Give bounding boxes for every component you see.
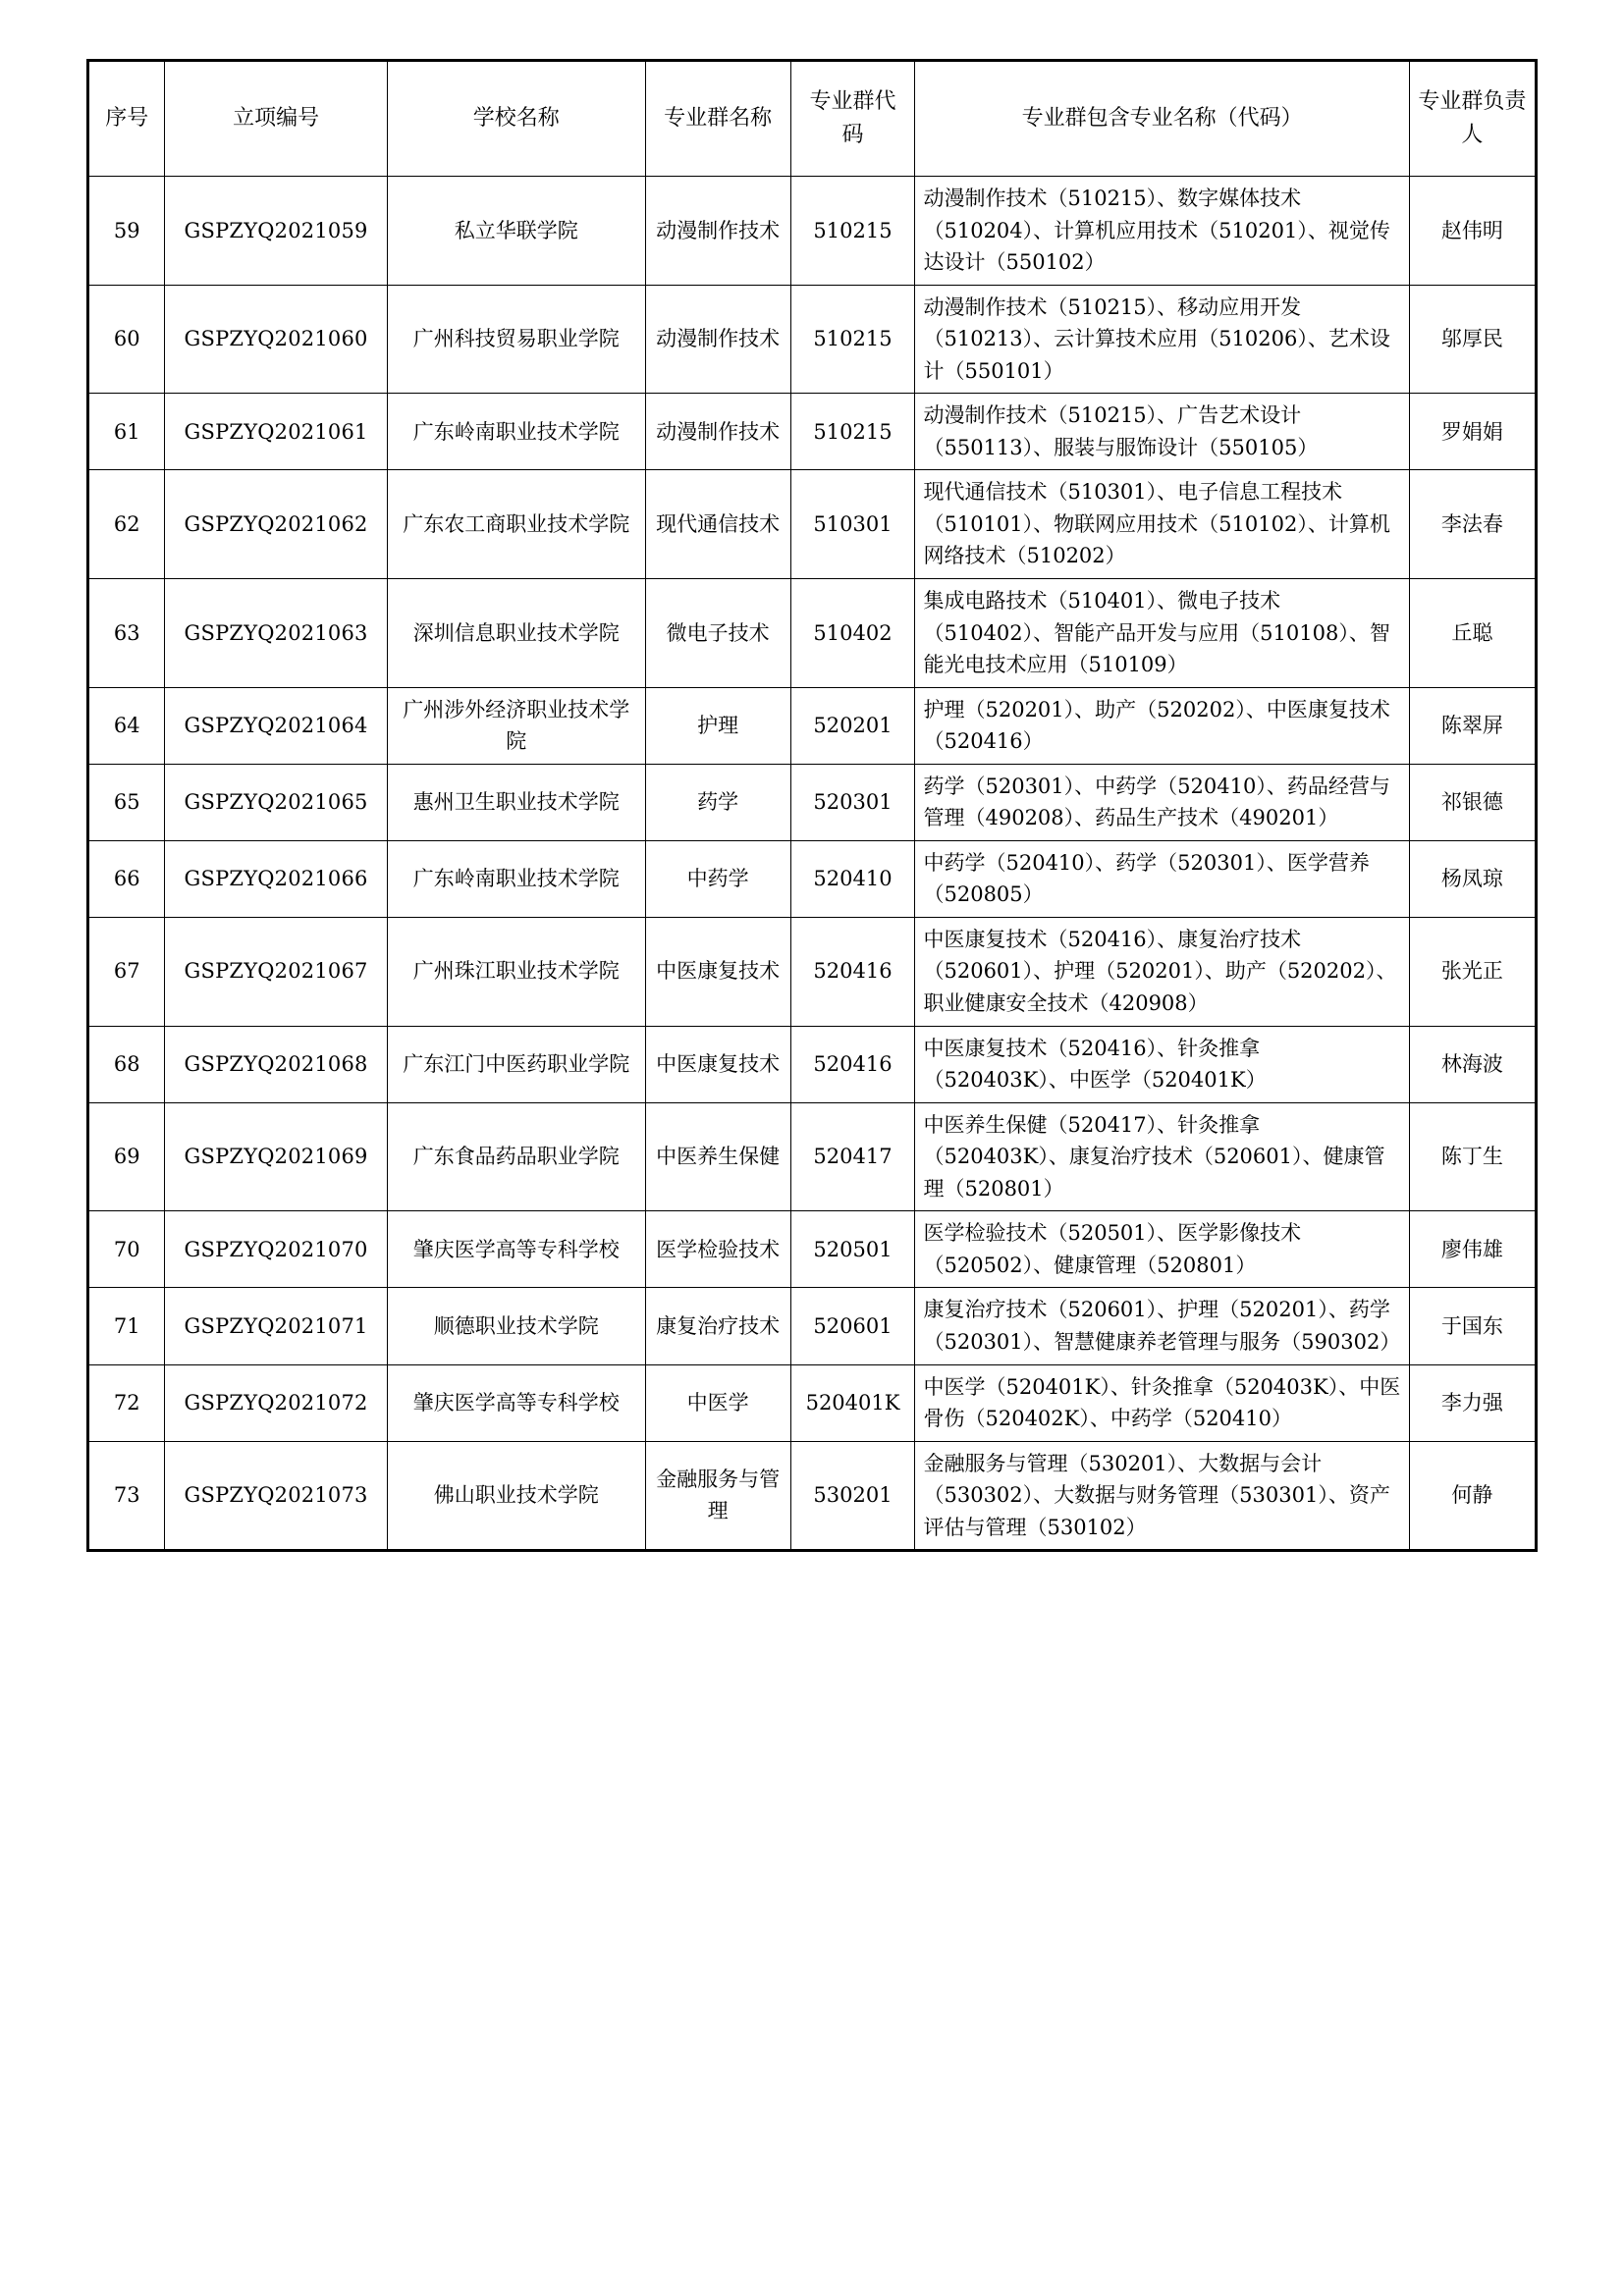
table-row — [88, 1441, 1537, 1551]
cell-project-code: GSPZYQ2021059 — [165, 177, 387, 286]
cell-leader: 陈翠屏 — [1409, 687, 1536, 764]
cell-group-code: 520401K — [790, 1364, 915, 1441]
cell-seq: 60 — [88, 285, 165, 394]
cell-leader: 杨凤琼 — [1409, 840, 1536, 917]
cell-project-code: GSPZYQ2021069 — [165, 1102, 387, 1211]
cell-school: 肇庆医学高等专科学校 — [387, 1211, 645, 1288]
cell-group-code: 530201 — [790, 1441, 915, 1551]
column-header-leader: 专业群负责人 — [1409, 61, 1536, 177]
table-row — [88, 1211, 1537, 1288]
cell-group-code: 520416 — [790, 1026, 915, 1102]
cell-group-name: 动漫制作技术 — [645, 285, 790, 394]
cell-majors: 动漫制作技术（510215）、数字媒体技术（510204）、计算机应用技术（510201）、视觉传达设计（550102） — [915, 177, 1409, 286]
column-header-project-code: 立项编号 — [165, 61, 387, 177]
cell-leader: 邬厚民 — [1409, 285, 1536, 394]
cell-group-code: 520301 — [790, 764, 915, 840]
table-row — [88, 1288, 1537, 1364]
cell-group-name: 现代通信技术 — [645, 470, 790, 579]
table-body — [88, 177, 1537, 1551]
cell-school: 广东岭南职业技术学院 — [387, 840, 645, 917]
cell-leader: 于国东 — [1409, 1288, 1536, 1364]
cell-group-code: 520201 — [790, 687, 915, 764]
table-row — [88, 177, 1537, 286]
cell-project-code: GSPZYQ2021065 — [165, 764, 387, 840]
table-header — [88, 61, 1537, 177]
cell-group-name: 护理 — [645, 687, 790, 764]
cell-leader: 廖伟雄 — [1409, 1211, 1536, 1288]
cell-project-code: GSPZYQ2021068 — [165, 1026, 387, 1102]
table-row — [88, 394, 1537, 470]
cell-majors: 中药学（520410）、药学（520301）、医学营养（520805） — [915, 840, 1409, 917]
cell-seq: 66 — [88, 840, 165, 917]
cell-project-code: GSPZYQ2021072 — [165, 1364, 387, 1441]
cell-seq: 59 — [88, 177, 165, 286]
table-row — [88, 1102, 1537, 1211]
cell-majors: 集成电路技术（510401）、微电子技术（510402）、智能产品开发与应用（510108）、智能光电技术应用（510109） — [915, 579, 1409, 688]
cell-group-name: 中医康复技术 — [645, 1026, 790, 1102]
cell-majors: 现代通信技术（510301）、电子信息工程技术（510101）、物联网应用技术（510102）、计算机网络技术（510202） — [915, 470, 1409, 579]
cell-group-name: 动漫制作技术 — [645, 177, 790, 286]
cell-seq: 65 — [88, 764, 165, 840]
header-row — [88, 61, 1537, 177]
table-row — [88, 285, 1537, 394]
cell-group-name: 医学检验技术 — [645, 1211, 790, 1288]
cell-group-name: 中医养生保健 — [645, 1102, 790, 1211]
cell-group-name: 中药学 — [645, 840, 790, 917]
table-row — [88, 1026, 1537, 1102]
column-header-group-code: 专业群代码 — [790, 61, 915, 177]
cell-majors: 中医康复技术（520416）、针灸推拿（520403K）、中医学（520401K） — [915, 1026, 1409, 1102]
cell-group-name: 动漫制作技术 — [645, 394, 790, 470]
cell-group-name: 中医康复技术 — [645, 917, 790, 1026]
table-row — [88, 917, 1537, 1026]
column-header-school: 学校名称 — [387, 61, 645, 177]
cell-majors: 康复治疗技术（520601）、护理（520201）、药学（520301）、智慧健康养老管理与服务（590302） — [915, 1288, 1409, 1364]
table-row — [88, 1364, 1537, 1441]
cell-seq: 72 — [88, 1364, 165, 1441]
cell-school: 佛山职业技术学院 — [387, 1441, 645, 1551]
cell-school: 广东江门中医药职业学院 — [387, 1026, 645, 1102]
cell-majors: 金融服务与管理（530201）、大数据与会计（530302）、大数据与财务管理（530301）、资产评估与管理（530102） — [915, 1441, 1409, 1551]
cell-group-code: 510215 — [790, 285, 915, 394]
cell-leader: 祁银德 — [1409, 764, 1536, 840]
column-header-group-name: 专业群名称 — [645, 61, 790, 177]
cell-majors: 动漫制作技术（510215）、广告艺术设计（550113）、服装与服饰设计（550105） — [915, 394, 1409, 470]
cell-seq: 63 — [88, 579, 165, 688]
cell-leader: 赵伟明 — [1409, 177, 1536, 286]
cell-majors: 动漫制作技术（510215）、移动应用开发（510213）、云计算技术应用（510206）、艺术设计（550101） — [915, 285, 1409, 394]
cell-group-code: 520417 — [790, 1102, 915, 1211]
cell-project-code: GSPZYQ2021071 — [165, 1288, 387, 1364]
cell-seq: 69 — [88, 1102, 165, 1211]
project-listing-table — [86, 59, 1538, 1552]
cell-school: 深圳信息职业技术学院 — [387, 579, 645, 688]
cell-group-code: 510402 — [790, 579, 915, 688]
cell-project-code: GSPZYQ2021064 — [165, 687, 387, 764]
table-row — [88, 840, 1537, 917]
cell-project-code: GSPZYQ2021067 — [165, 917, 387, 1026]
cell-group-code: 520601 — [790, 1288, 915, 1364]
cell-group-code: 510215 — [790, 394, 915, 470]
cell-group-name: 中医学 — [645, 1364, 790, 1441]
cell-project-code: GSPZYQ2021061 — [165, 394, 387, 470]
cell-leader: 张光正 — [1409, 917, 1536, 1026]
cell-school: 广州涉外经济职业技术学院 — [387, 687, 645, 764]
cell-seq: 62 — [88, 470, 165, 579]
cell-project-code: GSPZYQ2021063 — [165, 579, 387, 688]
cell-majors: 中医学（520401K）、针灸推拿（520403K）、中医骨伤（520402K）、中药学（520410） — [915, 1364, 1409, 1441]
table-row — [88, 764, 1537, 840]
cell-majors: 中医养生保健（520417）、针灸推拿（520403K）、康复治疗技术（520601）、健康管理（520801） — [915, 1102, 1409, 1211]
table-row — [88, 470, 1537, 579]
cell-school: 广东农工商职业技术学院 — [387, 470, 645, 579]
column-header-seq: 序号 — [88, 61, 165, 177]
cell-leader: 林海波 — [1409, 1026, 1536, 1102]
cell-project-code: GSPZYQ2021062 — [165, 470, 387, 579]
cell-group-code: 520410 — [790, 840, 915, 917]
cell-majors: 中医康复技术（520416）、康复治疗技术（520601）、护理（520201）、助产（520202）、职业健康安全技术（420908） — [915, 917, 1409, 1026]
cell-majors: 护理（520201）、助产（520202）、中医康复技术（520416） — [915, 687, 1409, 764]
cell-seq: 64 — [88, 687, 165, 764]
cell-school: 私立华联学院 — [387, 177, 645, 286]
cell-majors: 药学（520301）、中药学（520410）、药品经营与管理（490208）、药品生产技术（490201） — [915, 764, 1409, 840]
cell-school: 惠州卫生职业技术学院 — [387, 764, 645, 840]
cell-seq: 67 — [88, 917, 165, 1026]
cell-seq: 61 — [88, 394, 165, 470]
cell-group-code: 520501 — [790, 1211, 915, 1288]
cell-leader: 何静 — [1409, 1441, 1536, 1551]
cell-school: 广州珠江职业技术学院 — [387, 917, 645, 1026]
cell-school: 广州科技贸易职业学院 — [387, 285, 645, 394]
cell-group-code: 510301 — [790, 470, 915, 579]
cell-leader: 陈丁生 — [1409, 1102, 1536, 1211]
cell-group-name: 康复治疗技术 — [645, 1288, 790, 1364]
cell-project-code: GSPZYQ2021060 — [165, 285, 387, 394]
cell-group-code: 510215 — [790, 177, 915, 286]
cell-project-code: GSPZYQ2021066 — [165, 840, 387, 917]
cell-seq: 68 — [88, 1026, 165, 1102]
cell-project-code: GSPZYQ2021070 — [165, 1211, 387, 1288]
cell-seq: 70 — [88, 1211, 165, 1288]
cell-school: 广东食品药品职业学院 — [387, 1102, 645, 1211]
cell-leader: 李力强 — [1409, 1364, 1536, 1441]
cell-school: 顺德职业技术学院 — [387, 1288, 645, 1364]
cell-majors: 医学检验技术（520501）、医学影像技术（520502）、健康管理（520801） — [915, 1211, 1409, 1288]
cell-leader: 丘聪 — [1409, 579, 1536, 688]
cell-leader: 罗娟娟 — [1409, 394, 1536, 470]
cell-group-name: 金融服务与管理 — [645, 1441, 790, 1551]
cell-group-name: 药学 — [645, 764, 790, 840]
column-header-majors: 专业群包含专业名称（代码） — [915, 61, 1409, 177]
cell-school: 肇庆医学高等专科学校 — [387, 1364, 645, 1441]
cell-seq: 73 — [88, 1441, 165, 1551]
table-row — [88, 579, 1537, 688]
cell-leader: 李法春 — [1409, 470, 1536, 579]
cell-group-name: 微电子技术 — [645, 579, 790, 688]
table-row — [88, 687, 1537, 764]
cell-school: 广东岭南职业技术学院 — [387, 394, 645, 470]
cell-project-code: GSPZYQ2021073 — [165, 1441, 387, 1551]
cell-group-code: 520416 — [790, 917, 915, 1026]
cell-seq: 71 — [88, 1288, 165, 1364]
